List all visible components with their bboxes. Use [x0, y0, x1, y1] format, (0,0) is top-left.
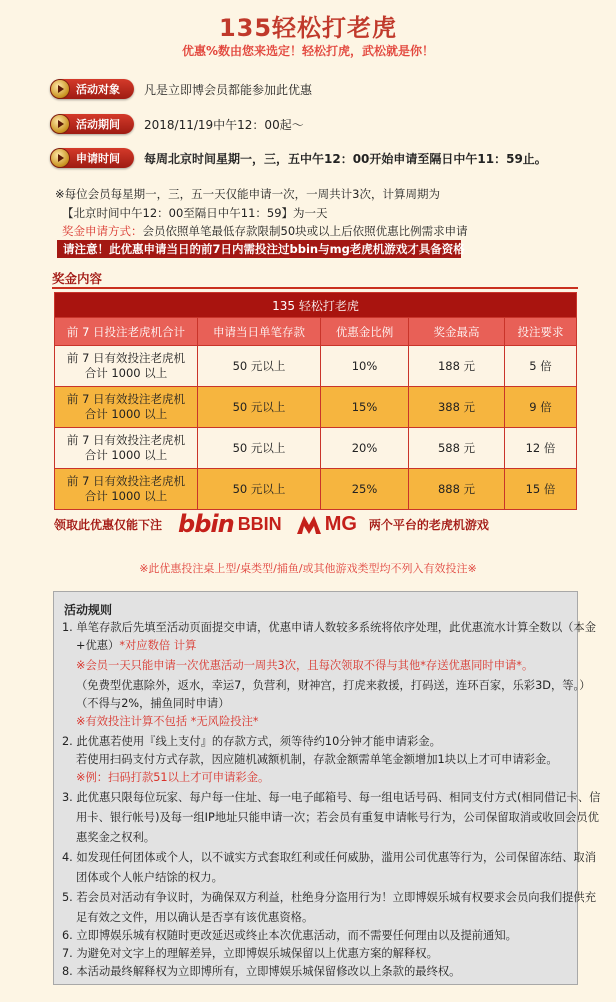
column-header: 前 7 日投注老虎机合计 — [55, 318, 198, 346]
table-row — [55, 346, 577, 387]
rule-line: 3. 此优惠只限每位玩家、每户每一住址、每一电子邮箱号、每一组电话号码、相同支付方式(相同借记卡、信 — [62, 791, 601, 804]
note-text: 【北京时间中午12：00至隔日中午11：59】为一天 — [62, 206, 328, 220]
note-text: 会员依照单笔最低存款限制50块或以上后依照优惠比例需求申请 — [142, 224, 468, 238]
cell-text: 前 7 日有效投注老虎机 — [66, 433, 186, 447]
note-line — [62, 205, 328, 221]
cell-text: 合计 1000 以上 — [84, 366, 168, 380]
prize-table — [54, 292, 577, 510]
info-row-apply-time — [50, 147, 547, 169]
cell-requirement: 5 倍 — [505, 346, 577, 387]
cell-condition — [55, 428, 198, 469]
cell-max: 888 元 — [409, 469, 505, 510]
platform-prefix: 领取此优惠仅能下注 — [54, 517, 163, 532]
platform-suffix: 两个平台的老虎机游戏 — [368, 517, 489, 532]
cell-condition — [55, 387, 198, 428]
info-text: 2018/11/19中午12：00起～ — [144, 117, 304, 132]
bbin-wordmark: BBIN — [237, 513, 282, 534]
rule-line: 用卡、银行帐号)及每一组IP地址只能申请一次；若会员有重复申请帐号行为，公司保留取消或收回会员优 — [76, 811, 599, 824]
pill-label: 活动对象 — [76, 83, 120, 96]
arrow-icon — [51, 80, 69, 98]
cell-text: 前 7 日有效投注老虎机 — [66, 392, 186, 406]
rule-text-red: *对应数倍 计算 — [119, 639, 197, 652]
rule-line: 惠奖金之权利。 — [76, 831, 156, 844]
rule-line: 7. 为避免对文字上的理解差异，立即博娱乐城保留以上优惠方案的解释权。 — [62, 947, 438, 960]
rules-title: 活动规则 — [64, 603, 113, 617]
info-row-target — [50, 78, 312, 100]
rule-line: ※会员一天只能申请一次优惠活动一周共3次，且每次领取不得与其他*存送优惠同时申请*。 — [76, 659, 534, 672]
rule-line: 1. 单笔存款后先填至活动页面提交申请，优惠申请人数较多系统将依序处理，此优惠流水计算全数以（本金 — [62, 621, 597, 634]
info-row-period — [50, 113, 304, 135]
cell-ratio: 10% — [321, 346, 409, 387]
table-title: 135 轻松打老虎 — [55, 293, 577, 318]
mg-logo — [296, 513, 357, 536]
rules-box — [53, 591, 601, 985]
label-pill — [50, 148, 134, 168]
column-header: 奖金最高 — [409, 318, 505, 346]
bbin-logo — [178, 510, 282, 538]
rule-text: +优惠） — [76, 639, 120, 652]
rule-line: 8. 本活动最终解释权为立即博所有，立即博娱乐城保留修改以上条款的最终权。 — [62, 965, 461, 978]
rule-line: 4. 如发现任何团体或个人，以不诚实方式套取红利或任何威胁，滥用公司优惠等行为，公司保留冻结、取消 — [62, 851, 597, 864]
cell-requirement: 15 倍 — [505, 469, 577, 510]
cell-deposit: 50 元以上 — [198, 469, 321, 510]
mg-wordmark: MG — [324, 512, 357, 535]
cell-ratio: 15% — [321, 387, 409, 428]
section-label: 奖金内容 — [52, 271, 103, 286]
rule-line: 团体或个人帐户结馀的权力。 — [76, 871, 223, 884]
note-text: ※每位会员每星期一，三，五一天仅能申请一次，一周共计3次，计算周期为 — [55, 187, 440, 201]
cell-text: 前 7 日有效投注老虎机 — [66, 474, 186, 488]
page-subtitle: 优惠%数由您来选定！轻松打虎，武松就是你！ — [181, 44, 435, 58]
column-header: 申请当日单笔存款 — [198, 318, 321, 346]
rule-line: ※例：扫码打款51以上才可申请彩金。 — [76, 771, 270, 784]
cell-requirement: 9 倍 — [505, 387, 577, 428]
info-text: 每周北京时间星期一，三，五中午12：00开始申请至隔日中午11：59止。 — [144, 151, 547, 166]
cell-deposit: 50 元以上 — [198, 428, 321, 469]
cell-text: 合计 1000 以上 — [84, 448, 168, 462]
table-row — [55, 428, 577, 469]
note-label: 奖金申请方式： — [62, 224, 143, 238]
cell-requirement: 12 倍 — [505, 428, 577, 469]
column-header: 投注要求 — [505, 318, 577, 346]
bbin-mark: bbin — [178, 510, 234, 538]
pill-label: 活动期间 — [76, 118, 120, 131]
table-header-row — [55, 318, 577, 346]
cell-text: 合计 1000 以上 — [84, 489, 168, 503]
rule-line: （免费型优惠除外，返水，幸运7，负营利，财神宫，打虎来救援，打码送，连环百家，乐彩3D，等。） — [76, 679, 591, 692]
rule-line: （不得与2%，捕鱼同时申请） — [76, 697, 230, 710]
rule-line: 5. 若会员对活动有争议时，为确保双方利益，杜绝身分盗用行为！立即博娱乐城有权要求会员向我们提供充 — [62, 891, 597, 904]
cell-max: 188 元 — [409, 346, 505, 387]
rule-line: ※有效投注计算不包括 *无风险投注* — [76, 715, 259, 728]
cell-max: 388 元 — [409, 387, 505, 428]
cell-ratio: 20% — [321, 428, 409, 469]
arrow-icon — [51, 115, 69, 133]
info-text: 凡是立即博会员都能参加此优惠 — [144, 82, 313, 97]
cell-text: 前 7 日有效投注老虎机 — [66, 351, 186, 365]
label-pill — [50, 79, 134, 99]
rule-line: 若使用扫码支付方式存款，因应随机减额机制，存款金额需单笔金额增加1块以上才可申请彩金。 — [76, 753, 558, 766]
column-header: 优惠金比例 — [321, 318, 409, 346]
platform-row — [54, 504, 564, 544]
note-line — [62, 223, 468, 239]
rule-line: 2. 此优惠若使用『线上支付』的存款方式，须等待约10分钟才能申请彩金。 — [62, 735, 441, 748]
rule-line — [76, 638, 196, 653]
rule-line: 6. 立即博娱乐城有权随时更改延迟或终止本次优惠活动，而不需要任何理由以及提前通知。 — [62, 929, 517, 942]
cell-text: 合计 1000 以上 — [84, 407, 168, 421]
label-pill — [50, 114, 134, 134]
page-title: 135轻松打老虎 — [218, 14, 398, 42]
warning-bar: 请注意！此优惠申请当日的前7日内需投注过bbin与mg老虎机游戏才具备资格 — [57, 240, 461, 258]
table-title-row — [55, 293, 577, 318]
rule-line: 足有效之文件，用以确认是否享有该优惠资格。 — [76, 911, 314, 924]
divider — [52, 287, 578, 289]
table-row — [55, 387, 577, 428]
exclusion-note: ※此优惠投注桌上型/桌类型/捕鱼/或其他游戏类型均不列入有效投注※ — [139, 562, 477, 575]
pill-label: 申请时间 — [76, 152, 120, 165]
mg-mountain-icon — [296, 513, 322, 535]
cell-deposit: 50 元以上 — [198, 346, 321, 387]
cell-condition — [55, 346, 198, 387]
note-line — [55, 186, 440, 202]
cell-max: 588 元 — [409, 428, 505, 469]
cell-ratio: 25% — [321, 469, 409, 510]
cell-deposit: 50 元以上 — [198, 387, 321, 428]
arrow-icon — [51, 149, 69, 167]
